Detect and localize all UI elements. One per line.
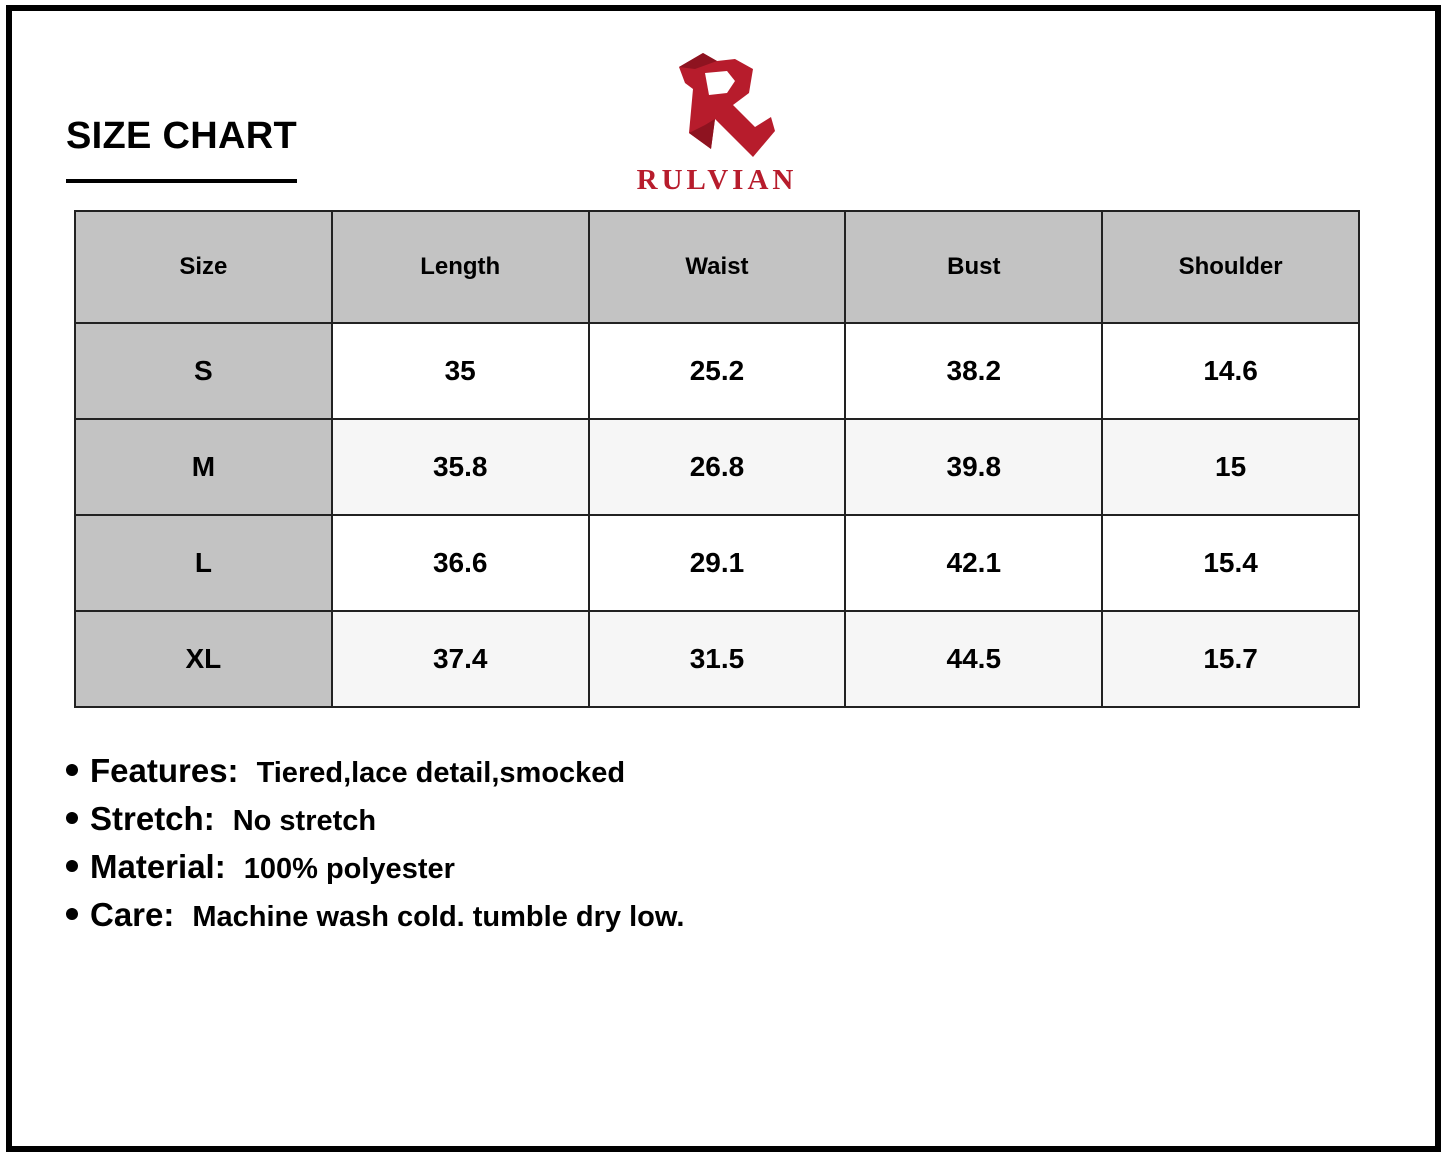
r-logo-icon [665, 45, 775, 160]
title-underline [66, 179, 297, 183]
table-row [75, 323, 1359, 419]
list-item [66, 848, 684, 896]
feature-value: No stretch [232, 805, 377, 837]
feature-label: Stretch: [90, 800, 215, 837]
list-item [66, 800, 684, 848]
waist-cell: 26.8 [589, 419, 846, 515]
size-cell: XL [75, 611, 332, 707]
table-row [75, 611, 1359, 707]
bust-cell: 38.2 [845, 323, 1102, 419]
shoulder-cell: 15.4 [1102, 515, 1359, 611]
list-item [66, 896, 684, 944]
table-header-row [75, 211, 1359, 323]
length-cell: 37.4 [332, 611, 589, 707]
size-cell: L [75, 515, 332, 611]
shoulder-cell: 14.6 [1102, 323, 1359, 419]
feature-value: Tiered,lace detail,smocked [256, 757, 626, 789]
header-length: Length [332, 211, 589, 323]
length-cell: 35.8 [332, 419, 589, 515]
shoulder-cell: 15.7 [1102, 611, 1359, 707]
bust-cell: 44.5 [845, 611, 1102, 707]
bullet-icon [66, 860, 78, 872]
shoulder-cell: 15 [1102, 419, 1359, 515]
size-cell: M [75, 419, 332, 515]
feature-value: 100% polyester [243, 853, 455, 885]
header-waist: Waist [589, 211, 846, 323]
feature-label: Care: [90, 896, 175, 933]
bullet-icon [66, 812, 78, 824]
header-bust: Bust [845, 211, 1102, 323]
bust-cell: 42.1 [845, 515, 1102, 611]
size-cell: S [75, 323, 332, 419]
table-row [75, 419, 1359, 515]
table-row [75, 515, 1359, 611]
bust-cell: 39.8 [845, 419, 1102, 515]
waist-cell: 25.2 [589, 323, 846, 419]
waist-cell: 29.1 [589, 515, 846, 611]
page-title: SIZE CHART [66, 115, 297, 157]
feature-label: Features: [90, 752, 239, 789]
product-features-list [66, 752, 684, 944]
size-table [74, 210, 1360, 708]
header-size: Size [75, 211, 332, 323]
length-cell: 36.6 [332, 515, 589, 611]
feature-label: Material: [90, 848, 226, 885]
header-shoulder: Shoulder [1102, 211, 1359, 323]
bullet-icon [66, 908, 78, 920]
brand-name: RULVIAN [636, 164, 798, 196]
waist-cell: 31.5 [589, 611, 846, 707]
list-item [66, 752, 684, 800]
length-cell: 35 [332, 323, 589, 419]
feature-value: Machine wash cold. tumble dry low. [192, 901, 685, 933]
bullet-icon [66, 764, 78, 776]
